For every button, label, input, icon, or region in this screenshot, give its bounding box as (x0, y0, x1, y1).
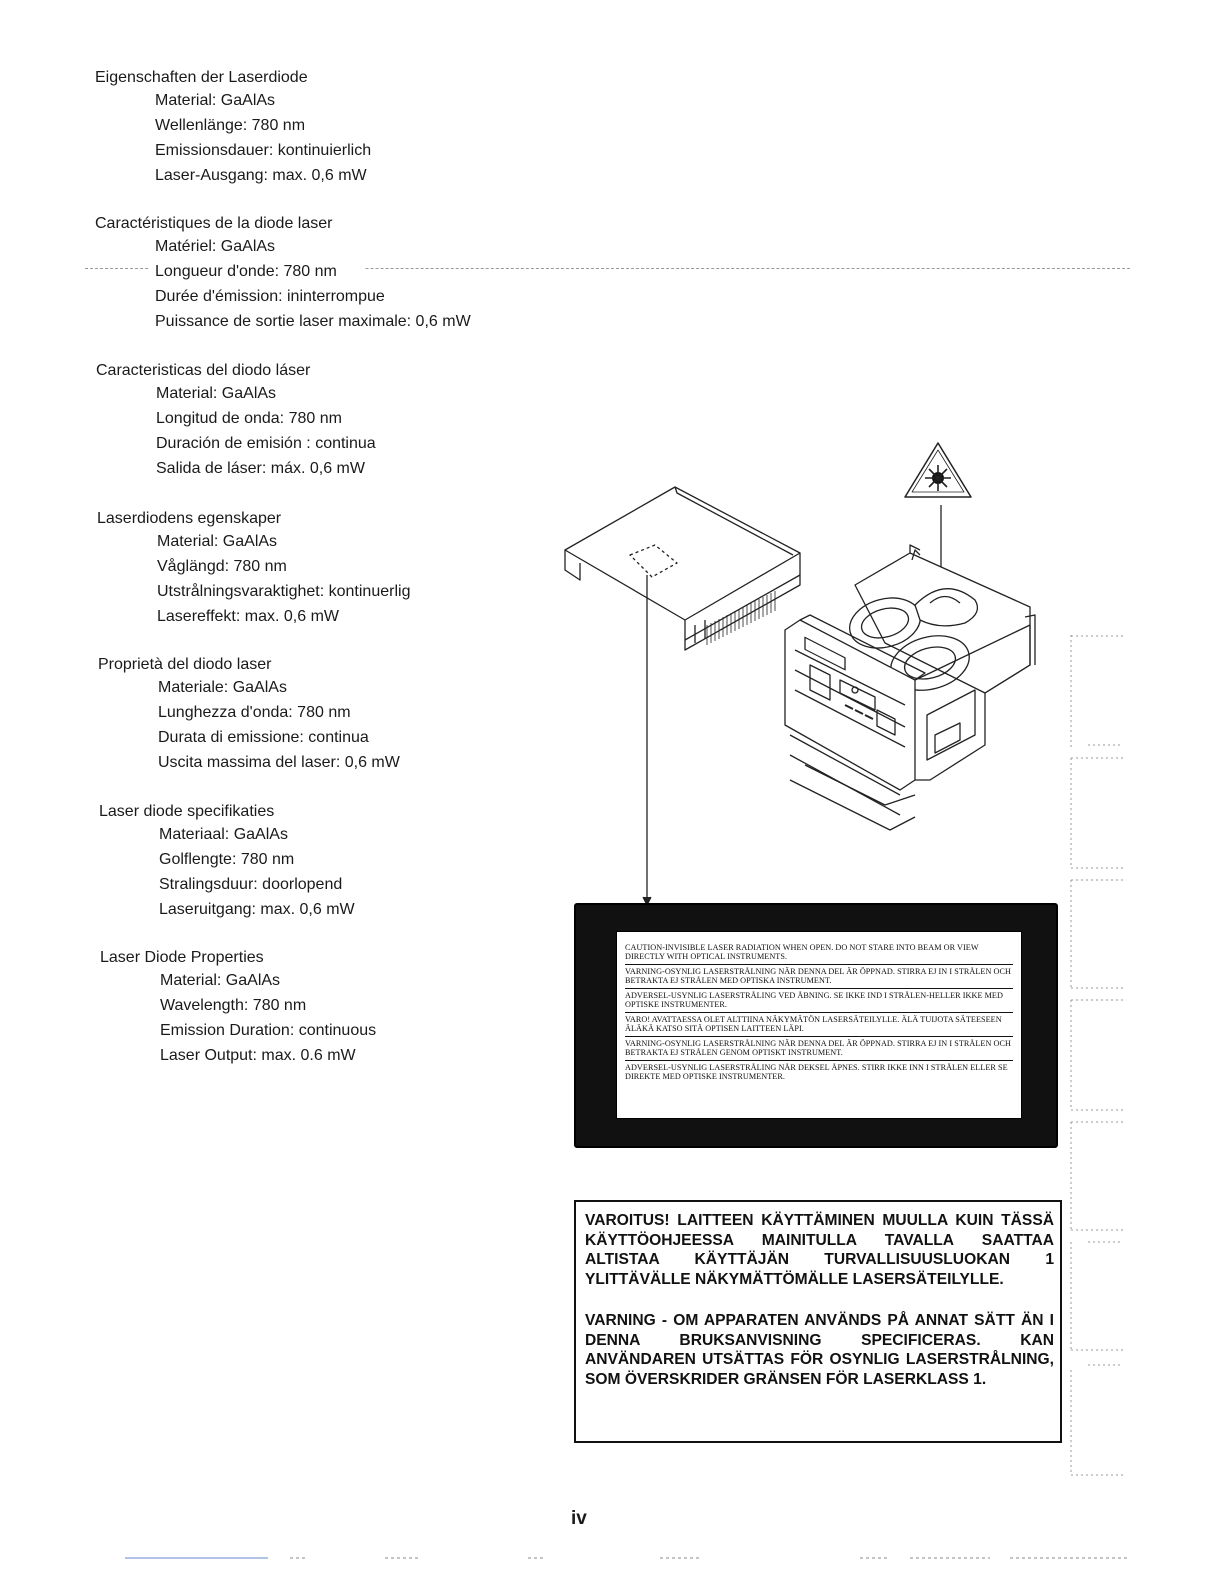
laser-hazard-icon (905, 443, 971, 497)
warning-finnish: VAROITUS! LAITTEEN KÄYTTÄMINEN MUULLA KUIN TÄSSÄ KÄYTTÖOHJEESSA MAINITULLA TAVALLA SAATTAA ALTISTAA KÄYTTÄJÄN TURVALLISUUSLUOKAN 1 YLITTÄVÄLLE NÄKYMÄTTÖMÄLLE LASERSÄTEILYLLE. (585, 1212, 1054, 1288)
spec-line: Salida de láser: máx. 0,6 mW (156, 460, 365, 477)
spec-heading: Laser diode specifikaties (99, 803, 275, 820)
spec-heading: Caracteristicas del diodo láser (96, 362, 311, 379)
spec-line: Duración de emisión : continua (156, 435, 376, 452)
top-cover-drawing (565, 487, 800, 650)
caution-line-norwegian: ADVERSEL-USYNLIG LASERSTRÅLING NÅR DEKSEL ÅPNES. STIRR IKKE INN I STRÅLEN ELLER SE DIREKTE MED OPTISKE INSTRUMENTER. (625, 1063, 1008, 1081)
spec-line: Durée d'émission: ininterrompue (155, 288, 385, 305)
warning-box (574, 1200, 1062, 1443)
caution-line-english: CAUTION-INVISIBLE LASER RADIATION WHEN OPEN. DO NOT STARE INTO BEAM OR VIEW DIRECTLY WITH OPTICAL INSTRUMENTS. (625, 942, 1013, 965)
caution-line-swedish-2: VARNING-OSYNLIG LASERSTRÅLNING NÄR DENNA DEL ÄR ÖPPNAD. STIRRA EJ IN I STRÅLEN OCH BETRAKTA EJ STRÅLEN GENOM OPTISKT INSTRUMENT. (625, 1038, 1013, 1061)
spec-line: Longueur d'onde: 780 nm (155, 263, 337, 280)
spec-line: Laseruitgang: max. 0,6 mW (159, 901, 355, 918)
margin-marks (1068, 630, 1138, 1480)
device-illustration (555, 435, 1075, 905)
spec-line: Uscita massima del laser: 0,6 mW (158, 754, 400, 771)
spec-heading: Eigenschaften der Laserdiode (95, 69, 308, 86)
caution-line-danish: ADVERSEL-USYNLIG LASERSTRÅLING VED ÅBNING. SE IKKE IND I STRÅLEN-HELLER IKKE MED OPTISKE INSTRUMENTER. (625, 990, 1013, 1013)
spec-heading: Laser Diode Properties (100, 949, 264, 966)
spec-line: Stralingsduur: doorlopend (159, 876, 343, 893)
spec-line: Våglängd: 780 nm (157, 558, 287, 575)
spec-line: Laser Output: max. 0.6 mW (160, 1047, 356, 1064)
bottom-marks (0, 1550, 1224, 1570)
spec-line: Utstrålningsvaraktighet: kontinuerlig (157, 583, 411, 600)
spec-line: Puissance de sortie laser maximale: 0,6 mW (155, 313, 471, 330)
spec-block-german (95, 68, 371, 188)
spec-line: Materiale: GaAlAs (158, 679, 287, 696)
spec-line: Emissionsdauer: kontinuierlich (155, 142, 372, 159)
caution-line-finnish: VARO! AVATTAESSA OLET ALTTIINA NÄKYMÄTÖN LASERSÄTEILYLLE. ÄLÄ TUIJOTA SÄTEESEEN ÄLÄKÄ KATSO SITÄ OPTISEN LAITTEEN LÄPI. (625, 1014, 1013, 1037)
page-number: iv (571, 1508, 587, 1529)
spec-line: Material: GaAlAs (157, 533, 278, 550)
spec-line: Emission Duration: continuous (160, 1022, 377, 1039)
spec-line: Longitud de onda: 780 nm (156, 410, 342, 427)
spec-block-italian (98, 655, 400, 775)
spec-heading: Proprietà del diodo laser (98, 656, 272, 673)
spec-block-spanish (96, 361, 376, 481)
spec-line: Durata di emissione: continua (158, 729, 369, 746)
spec-heading: Caractéristiques de la diode laser (95, 215, 333, 232)
warning-swedish: VARNING - OM APPARATEN ANVÄNDS PÅ ANNAT SÄTT ÄN I DENNA BRUKSANVISNING SPECIFICERAS. KAN ANVÄNDAREN UTSÄTTAS FÖR OSYNLIG LASERSTRÅLNING, SOM ÖVERSKRIDER GRÄNSEN FÖR LASERKLASS 1. (585, 1312, 1054, 1388)
spec-line: Wavelength: 780 nm (160, 997, 307, 1014)
caution-line-swedish: VARNING-OSYNLIG LASERSTRÅLNING NÄR DENNA DEL ÄR ÖPPNAD. STIRRA EJ IN I STRÅLEN OCH BETRAKTA EJ STRÅLEN MED OPTISKA INSTRUMENT. (625, 966, 1013, 989)
spec-block-french (95, 214, 471, 334)
spec-block-english (100, 948, 376, 1068)
caution-label-text-panel (616, 931, 1022, 1119)
spec-line: Material: GaAlAs (155, 92, 276, 109)
spec-block-dutch (99, 802, 355, 922)
spec-line: Lasereffekt: max. 0,6 mW (157, 608, 339, 625)
spec-heading: Laserdiodens egenskaper (97, 510, 282, 527)
spec-line: Materiaal: GaAlAs (159, 826, 288, 843)
spec-line: Material: GaAlAs (156, 385, 277, 402)
spec-line: Golflengte: 780 nm (159, 851, 295, 868)
spec-line: Wellenlänge: 780 nm (155, 117, 306, 134)
spec-line: Matériel: GaAlAs (155, 238, 276, 255)
spec-line: Material: GaAlAs (160, 972, 281, 989)
spec-line: Laser-Ausgang: max. 0,6 mW (155, 167, 367, 184)
laser-caution-label (574, 903, 1058, 1148)
spec-line: Lunghezza d'onda: 780 nm (158, 704, 351, 721)
spec-block-swedish (97, 509, 410, 629)
main-unit-drawing (785, 545, 1035, 830)
